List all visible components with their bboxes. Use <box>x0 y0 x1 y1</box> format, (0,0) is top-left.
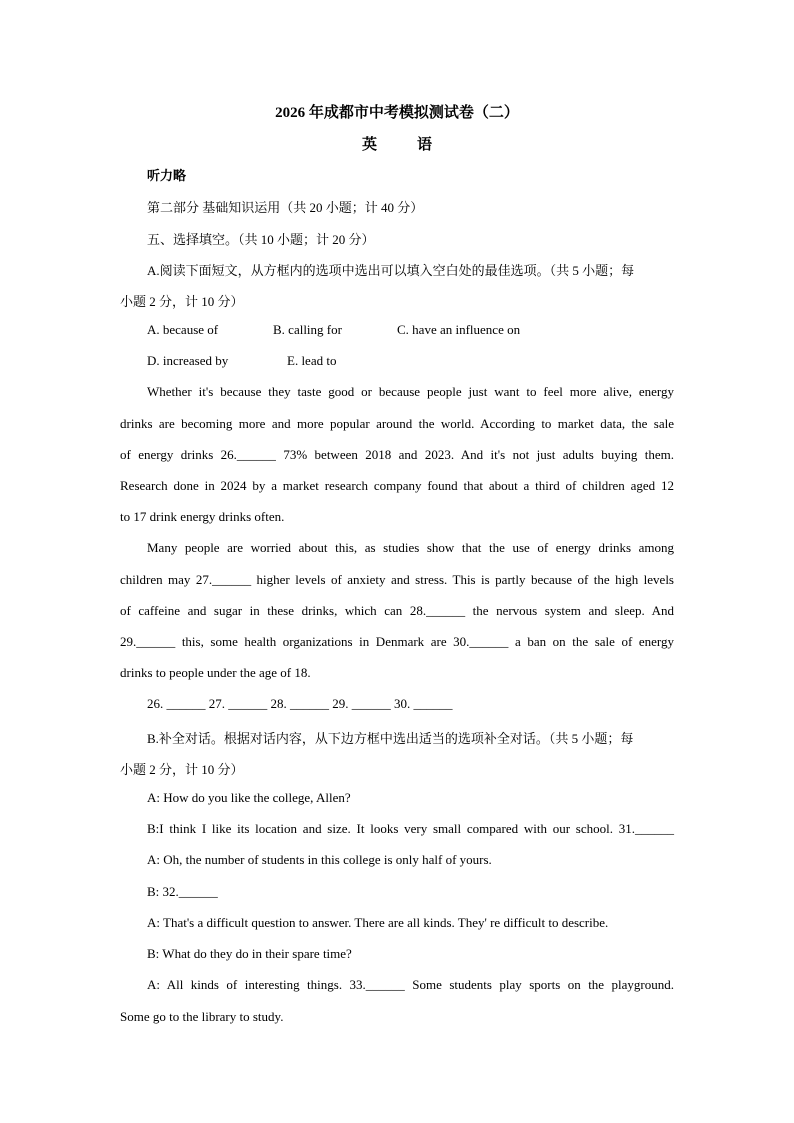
section-five-heading: 五、选择填空。（共 10 小题；计 20 分） <box>147 232 375 247</box>
exam-title: 2026 年成都市中考模拟测试卷（二） <box>275 105 519 121</box>
subject-char-2: 语 <box>417 137 433 153</box>
part-a-instruction-cont: 小题 2 分，计 10 分） <box>120 294 244 309</box>
listening-note: 听力略 <box>147 168 187 183</box>
options-row-2 <box>147 353 674 369</box>
answer-blanks: 26. ______ 27. ______ 28. ______ 29. ______ 30. ______ <box>147 696 453 711</box>
option-b: B. calling for <box>273 322 342 337</box>
option-c: C. have an influence on <box>397 322 521 337</box>
dialogue-line: B: 32.______ <box>147 884 218 899</box>
dialogue-line: B: What do they do in their spare time? <box>147 946 352 961</box>
part-b-instruction: B.补全对话。根据对话内容，从下边方框中选出适当的选项补全对话。（共 5 小题；每 <box>147 731 634 746</box>
passage-line: drinks are becoming more and more popular around the world. According to market data, the sale <box>120 416 674 431</box>
dialogue-line: B:I think I like its location and size. It looks very small compared with our school. 31.______ <box>147 821 674 836</box>
part-b-instruction-cont: 小题 2 分，计 10 分） <box>120 762 244 777</box>
part-two-heading: 第二部分 基础知识运用（共 20 小题；计 40 分） <box>147 200 424 215</box>
dialogue-line: Some go to the library to study. <box>120 1009 284 1024</box>
passage-line: Many people are worried about this, as studies show that the use of energy drinks among <box>147 540 674 555</box>
option-a: A. because of <box>147 322 219 337</box>
subject-heading <box>0 133 794 154</box>
passage-line: of energy drinks 26.______ 73% between 2018 and 2023. And it's not just adults buying them. <box>120 447 674 462</box>
subject-char-1: 英 <box>361 137 377 153</box>
options-row-1 <box>147 322 674 338</box>
dialogue-line: A: How do you like the college, Allen? <box>147 790 351 805</box>
passage-line: 29.______ this, some health organizations in Denmark are 30.______ a ban on the sale of energy <box>120 634 674 649</box>
dialogue-line: A: Oh, the number of students in this college is only half of yours. <box>147 852 492 867</box>
option-e: E. lead to <box>287 353 337 368</box>
dialogue-line: A: All kinds of interesting things. 33.______ Some students play sports on the playground. <box>147 977 674 992</box>
passage-line: drinks to people under the age of 18. <box>120 665 311 680</box>
option-d: D. increased by <box>147 353 229 368</box>
passage-line: of caffeine and sugar in these drinks, which can 28.______ the nervous system and sleep. And <box>120 603 674 618</box>
passage-line: Research done in 2024 by a market research company found that about a third of children aged 12 <box>120 478 674 493</box>
dialogue-line: A: That's a difficult question to answer. There are all kinds. They' re difficult to describe. <box>147 915 609 930</box>
passage-line: Whether it's because they taste good or because people just want to feel more alive, energy <box>147 384 674 399</box>
passage-line: children may 27.______ higher levels of anxiety and stress. This is partly because of the high levels <box>120 572 674 587</box>
part-a-instruction: A.阅读下面短文，从方框内的选项中选出可以填入空白处的最佳选项。（共 5 小题；每 <box>147 263 635 278</box>
passage-line: to 17 drink energy drinks often. <box>120 509 285 524</box>
